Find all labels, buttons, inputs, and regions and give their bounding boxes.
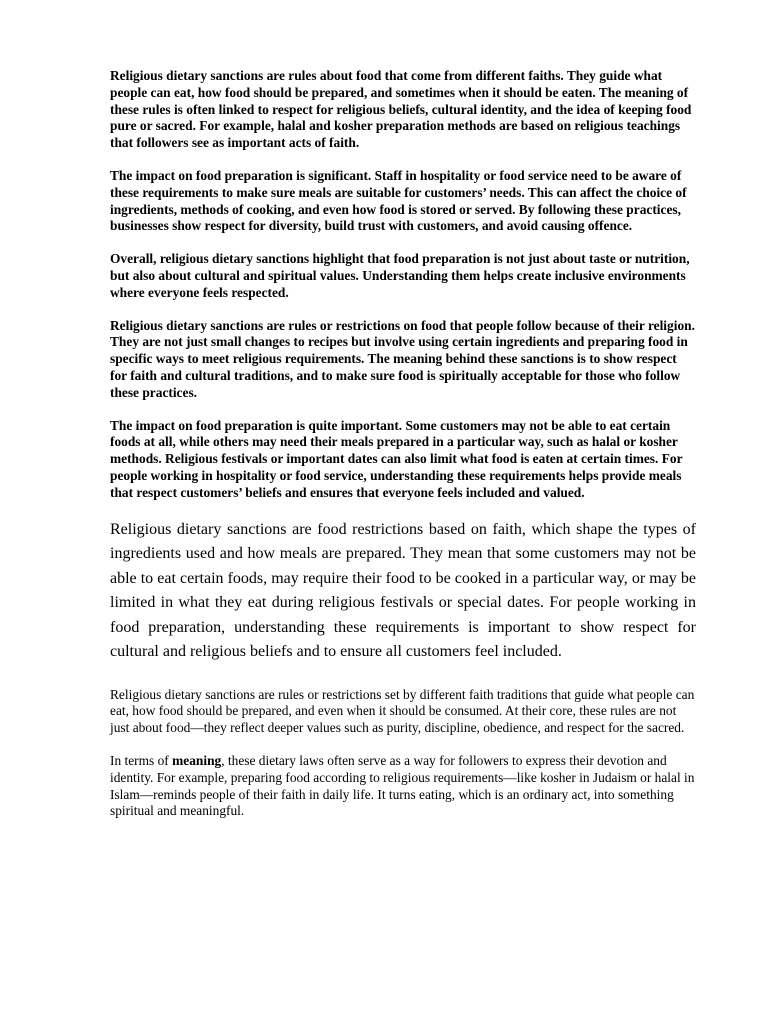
paragraph-7: Religious dietary sanctions are rules or restrictions set by different faith traditions that guide what people can eat, how food should be prepared, and even when it should be consumed. At their core, these rules are not just about food—they reflect deeper values such as purity, discipline, obedience, and respect for the sacred. — [110, 686, 695, 736]
paragraph-5: The impact on food preparation is quite important. Some customers may not be able to eat certain foods at all, while others may need their meals prepared in a particular way, such as halal or kosher methods. Religious festivals or important dates can also limit what food is eaten at certain times. For people working in hospitality or food service, understanding these requirements helps provide meals that respect customers’ beliefs and ensures that everyone feels included and valued. — [110, 417, 683, 500]
paragraph-8-rest: , these dietary laws often serve as a way for followers to express their devotion and identity. For example, preparing food according to religious requirements—like kosher in Judaism or halal in Islam—reminds people of their faith in daily life. It turns eating, which is an ordinary act, into something spiritual and meaningful. — [110, 752, 695, 819]
document-page — [110, 68, 696, 836]
paragraph-1: Religious dietary sanctions are rules about food that come from different faiths. They guide what people can eat, how food should be prepared, and sometimes when it should be eaten. The meaning of these rules is often linked to respect for religious beliefs, cultural identity, and the idea of keeping food pure or sacred. For example, halal and kosher preparation methods are based on religious teachings that followers see as important acts of faith. — [110, 68, 692, 151]
paragraph-8 — [110, 753, 696, 820]
paragraph-2: The impact on food preparation is significant. Staff in hospitality or food service need to be aware of these requirements to make sure meals are suitable for customers’ needs. This can affect the choice of ingredients, methods of cooking, and even how food is stored or served. By following these practices, businesses show respect for diversity, build trust with customers, and avoid causing offence. — [110, 167, 687, 234]
paragraph-3: Overall, religious dietary sanctions highlight that food preparation is not just about taste or nutrition, but also about cultural and spiritual values. Understanding them helps create inclusive environments where everyone feels respected. — [110, 251, 690, 300]
paragraph-6: Religious dietary sanctions are food restrictions based on faith, which shape the types of ingredients used and how meals are prepared. They mean that some customers may not be able to eat certain foods, may require their food to be cooked in a particular way, or may be limited in what they eat during religious festivals or special dates. For people working in food preparation, understanding these requirements is important to show respect for cultural and religious beliefs and to ensure all customers feel included. — [110, 520, 696, 661]
paragraph-8-emphasis: meaning — [172, 752, 222, 768]
paragraph-8-prefix: In terms of — [110, 752, 173, 768]
paragraph-4: Religious dietary sanctions are rules or restrictions on food that people follow because of their religion. They are not just small changes to recipes but involve using certain ingredients and preparing food in specific ways to meet religious requirements. The meaning behind these sanctions is to show respect for faith and cultural traditions, and to make sure food is spiritually acceptable for those who follow these practices. — [110, 317, 695, 400]
